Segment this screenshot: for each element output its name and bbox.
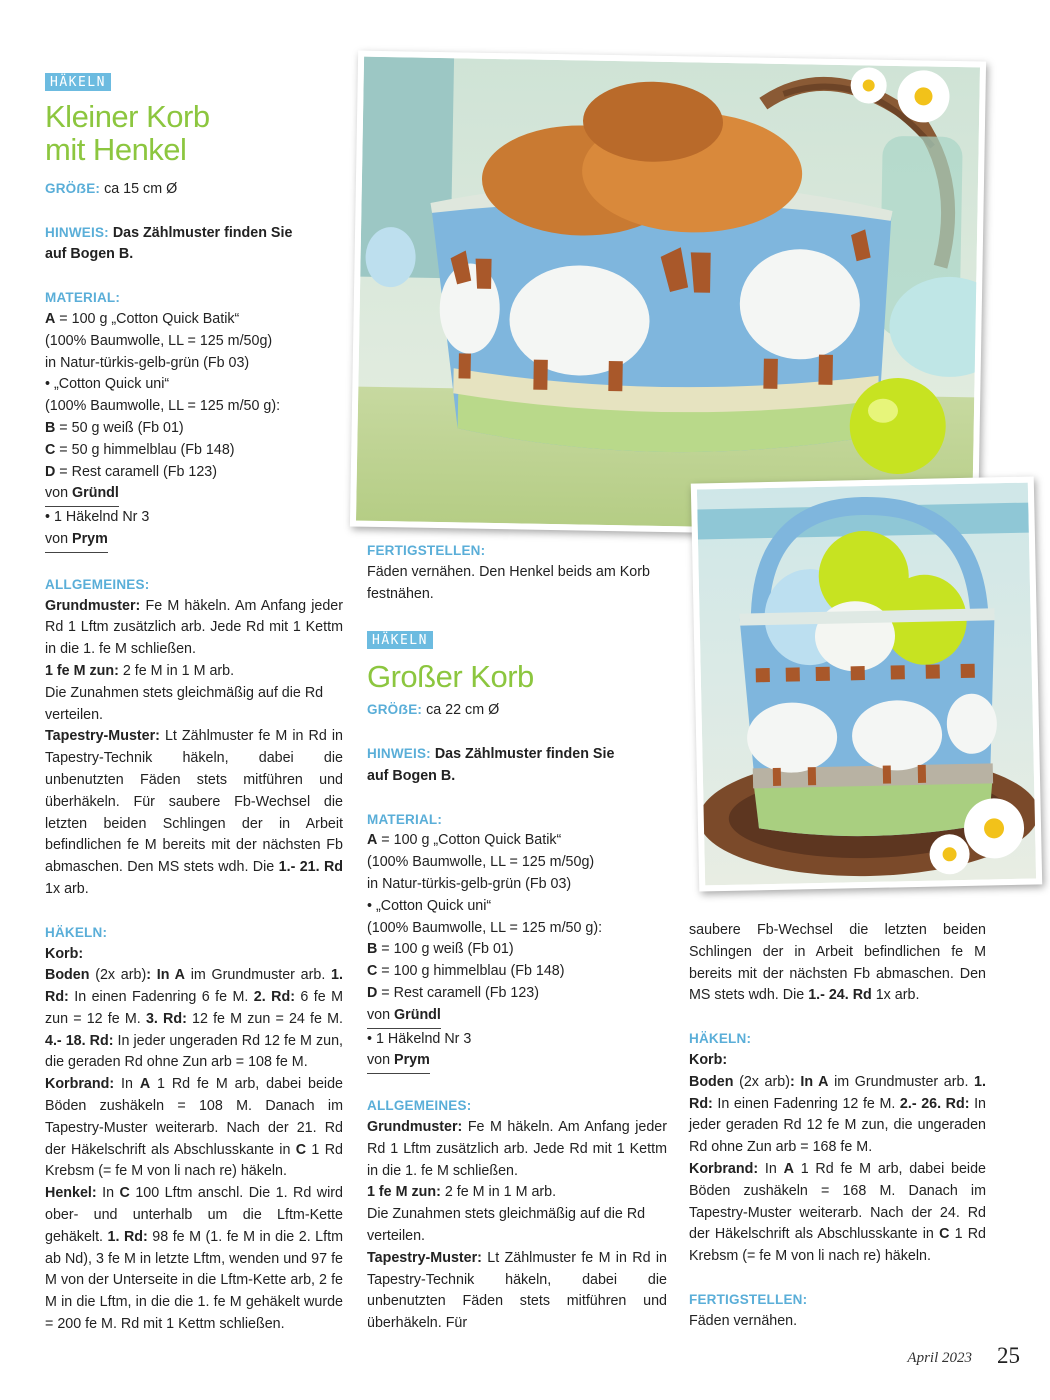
material-c: C = 100 g himmelblau (Fb 148) [367, 963, 565, 980]
material-line: • „Cotton Quick uni“ [367, 897, 492, 914]
section-tag: HÄKELN [367, 631, 433, 649]
title-line-1: Kleiner Korb [45, 98, 210, 134]
supplier-line: von Gründl [45, 483, 343, 507]
left-column [45, 72, 343, 1336]
hint-line: HINWEIS: Das Zählmuster finden Sie [45, 224, 293, 241]
material-line: (100% Baumwolle, LL = 125 m/50 g): [45, 398, 281, 415]
material-b: B = 50 g weiß (Fb 01) [45, 419, 184, 436]
big-basket-image [697, 483, 1036, 886]
material-line: (100% Baumwolle, LL = 125 m/50g) [45, 332, 273, 349]
tapestry-pattern: Tapestry-Muster: Lt Zählmuster fe M in Rd in Tapestry-Technik häkeln, dabei die unbenutzten Fäden stets mitführen und überhäkeln. Für [367, 1249, 667, 1332]
finishing-text: Fäden vernähen. Den Henkel beids am Korb festnähen. [367, 563, 650, 602]
finishing-heading: FERTIGSTELLEN: [367, 543, 486, 558]
hint-line-2: auf Bogen B. [367, 767, 456, 784]
article-title [45, 100, 343, 166]
middle-column [367, 540, 667, 1335]
increase-line: 1 fe M zun: 2 fe M in 1 M arb. [367, 1184, 557, 1201]
size-line: GRÖẞE: ca 15 cm Ø [45, 180, 178, 197]
rim-instructions: Korbrand: In A 1 Rd fe M arb, dabei beide Böden zushäkeln = 168 M. Danach im Tapestry-Muster weiterarb. Nach der 24. Rd der Häkelschrift als Abschlusskante in C 1 Rd Krebsm (= fe M von li nach re) häkeln. [689, 1160, 986, 1265]
rim-instructions: Korbrand: In A 1 Rd fe M arb, dabei beide Böden zushäkeln = 108 M. Danach im Tapestry-Muster weiterarb. Nach der 21. Rd der Häkelschrift als Abschlusskante in C 1 Rd Krebsm (= fe M von li nach re) häkeln. [45, 1076, 343, 1180]
small-basket-image [356, 57, 980, 532]
tapestry-pattern: Tapestry-Muster: Lt Zählmuster fe M in Rd in Tapestry-Technik häkeln, dabei die unbenutzten Fäden stets mitführen und überhäkeln. Für saubere Fb-Wechsel die letzten beiden Schlingen der in Arbeit befindlichen fe M bereits mit der nächsten Fb abmaschen. Den MS stets wdh. Die 1.- 21. Rd 1x arb. [45, 728, 343, 897]
general-heading: ALLGEMEINES: [367, 1098, 472, 1114]
material-c: C = 50 g himmelblau (Fb 148) [45, 441, 235, 458]
material-d: D = Rest caramell (Fb 123) [45, 463, 218, 480]
page-number: 25 [997, 1343, 1020, 1368]
bottom-instructions: Boden (2x arb): In A im Grundmuster arb. 1. Rd: In einen Fadenring 12 fe M. 2.- 26. Rd: In jeder geraden Rd 12 fe M zun, die ungeraden Rd ohne Zun arb = 168 fe M. [689, 1073, 986, 1156]
article-title-2: Großer Korb [367, 659, 534, 695]
crochet-heading: HÄKELN: [45, 924, 108, 940]
increase-line: 1 fe M zun: 2 fe M in 1 M arb. [45, 662, 235, 679]
supplier-line: von Prym [367, 1050, 667, 1074]
material-b: B = 100 g weiß (Fb 01) [367, 941, 514, 958]
basket-label: Korb: [689, 1051, 728, 1068]
section-tag: HÄKELN [45, 73, 111, 91]
issue-date: April 2023 [907, 1350, 972, 1366]
material-line: (100% Baumwolle, LL = 125 m/50 g): [367, 919, 603, 936]
size-line: GRÖẞE: ca 22 cm Ø [367, 702, 500, 719]
hint-line-2: auf Bogen B. [45, 246, 134, 263]
photo-big-basket [691, 476, 1042, 891]
supplier-line: von Prym [45, 529, 343, 553]
material-a: A = 100 g „Cotton Quick Batik“ [367, 832, 562, 849]
handle-instructions: Henkel: In C 100 Lftm anschl. Die 1. Rd wird ober- und unterhalb um die Lftm-Kette gehäkelt. 1. Rd: 98 fe M (1. fe M in die 2. Lftm ab Nd), 3 fe M in letzte Lftm, wenden und 97 fe M von der Unterseite in die Lftm-Kette arb, 2 fe M in die Lftm, in die die 1. fe M gehäkelt wurde = 200 fe M. Rd mit 1 Kettm schließen. [45, 1185, 343, 1333]
material-d: D = Rest caramell (Fb 123) [367, 984, 540, 1001]
title-line-2: mit Henkel [45, 131, 187, 167]
photo-small-basket [350, 51, 986, 538]
basic-pattern: Grundmuster: Fe M häkeln. Am Anfang jeder Rd 1 Lftm zusätzlich arb. Jede Rd mit 1 Kettm in die 1. fe M schließen. [367, 1118, 667, 1179]
material-line: in Natur-türkis-gelb-grün (Fb 03) [367, 875, 572, 892]
hook-line: • 1 Häkelnd Nr 3 [45, 509, 150, 526]
material-heading: MATERIAL: [367, 811, 443, 827]
basic-pattern: Grundmuster: Fe M häkeln. Am Anfang jeder Rd 1 Lftm zusätzlich arb. Jede Rd mit 1 Kettm in die 1. fe M schließen. [45, 597, 343, 658]
increase-note: Die Zunahmen stets gleichmäßig auf die Rd verteilen. [367, 1206, 646, 1244]
material-heading: MATERIAL: [45, 290, 121, 306]
general-heading: ALLGEMEINES: [45, 576, 150, 592]
material-line: (100% Baumwolle, LL = 125 m/50g) [367, 854, 595, 871]
basket-label: Korb: [45, 945, 84, 962]
hint-line: HINWEIS: Das Zählmuster finden Sie [367, 745, 615, 762]
right-column [689, 920, 986, 1333]
finishing-text: Fäden vernähen. [689, 1312, 798, 1329]
material-a: A = 100 g „Cotton Quick Batik“ [45, 310, 240, 327]
crochet-heading: HÄKELN: [689, 1031, 752, 1047]
tapestry-continued: saubere Fb-Wechsel die letzten beiden Schlingen der in Arbeit befindlichen fe M bereits mit der nächsten Fb abmaschen. Den MS stets wdh. Die 1.- 24. Rd 1x arb. [689, 922, 986, 1004]
material-line: • „Cotton Quick uni“ [45, 376, 170, 393]
increase-note: Die Zunahmen stets gleichmäßig auf die Rd verteilen. [45, 684, 324, 723]
finishing-heading: FERTIGSTELLEN: [689, 1291, 808, 1307]
bottom-instructions: Boden (2x arb): In A im Grundmuster arb. 1. Rd: In einen Fadenring 6 fe M. 2. Rd: 6 fe M zun = 12 fe M. 3. Rd: 12 fe M zun = 24 fe M. 4.- 18. Rd: In jeder ungeraden Rd 12 fe M zun, die geraden Rd ohne Zun arb = 108 fe M. [45, 967, 344, 1071]
material-line: in Natur-türkis-gelb-grün (Fb 03) [45, 354, 250, 371]
hook-line: • 1 Häkelnd Nr 3 [367, 1030, 472, 1047]
supplier-line: von Gründl [367, 1005, 667, 1029]
